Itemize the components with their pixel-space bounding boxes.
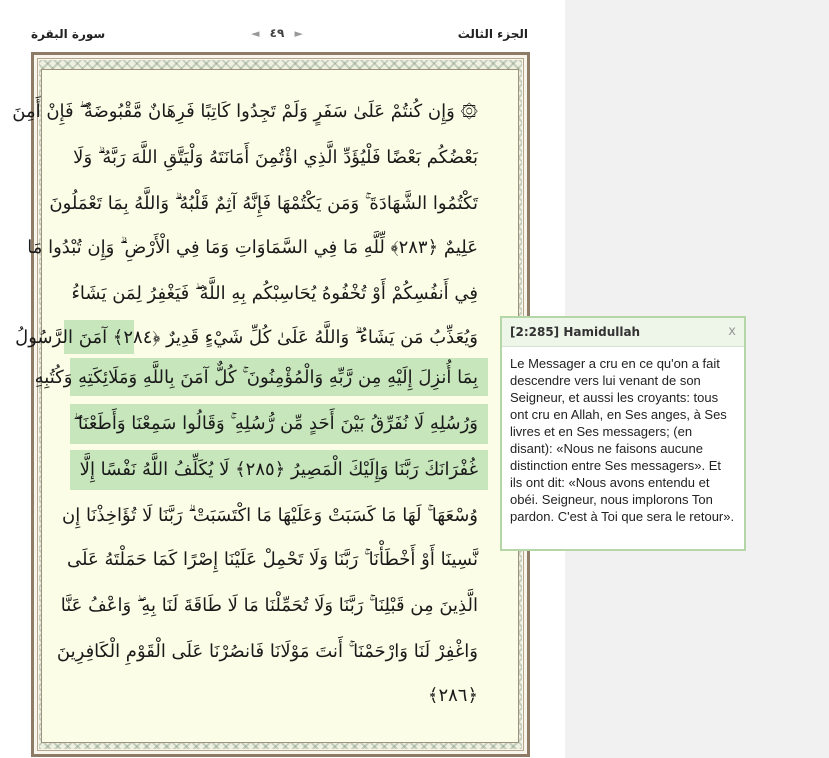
quran-text-area <box>12 69 519 743</box>
translation-text: Le Messager a cru en ce qu'on a fait descendre vers lui venant de son Seigneur, et aussi les croyants: tous ont cru en Allah, en Ses anges, à Ses livres et en Ses messagers; (en disant): «Nous ne faisons aucune distinction entre Ses messagers». Et ils ont dit: «Nous avons entendu et obéi. Seigneur, nous implorons Ton pardon. C'est à Toi que sera le retour». <box>510 356 735 524</box>
quran-line-4[interactable]: عَلِيمٌ ﴿٢٨٣﴾ لِّلَّهِ مَا فِي السَّمَاوَاتِ وَمَا فِي الْأَرْضِ ۗ وَإِن تُبْدُوا مَا <box>27 237 478 258</box>
quran-line-9[interactable]: غُفْرَانَكَ رَبَّنَا وَإِلَيْكَ الْمَصِيرُ ﴿٢٨٥﴾ لَا يُكَلِّفُ اللَّهُ نَفْسًا إِلَّا <box>79 459 478 480</box>
quran-line-14[interactable]: ﴿٢٨٦﴾ <box>427 685 478 706</box>
previous-page-button[interactable]: ◄ <box>251 27 260 40</box>
surah-name: سورة البقرة <box>31 27 106 41</box>
quran-line-11[interactable]: نَّسِينَا أَوْ أَخْطَأْنَا ۚ رَبَّنَا وَلَا تَحْمِلْ عَلَيْنَا إِصْرًا كَمَا حَمَلْتَهُ عَلَى <box>67 549 478 570</box>
next-page-button[interactable]: ► <box>294 27 303 40</box>
close-icon[interactable]: x <box>728 324 736 339</box>
quran-line-12[interactable]: الَّذِينَ مِن قَبْلِنَا ۚ رَبَّنَا وَلَا تُحَمِّلْنَا مَا لَا طَاقَةَ لَنَا بِهِ ۖ وَاعْفُ عَنَّا <box>60 595 478 616</box>
quran-line-10[interactable]: وُسْعَهَا ۚ لَهَا مَا كَسَبَتْ وَعَلَيْهَا مَا اكْتَسَبَتْ ۗ رَبَّنَا لَا تُؤَاخِذْنَا إِن <box>62 505 478 526</box>
translation-popup <box>500 316 746 551</box>
quran-line-2[interactable]: بَعْضُكُم بَعْضًا فَلْيُؤَدِّ الَّذِي اؤْتُمِنَ أَمَانَتَهُ وَلْيَتَّقِ اللَّهَ رَبَّهُ ۗ وَلَا <box>73 147 478 168</box>
popup-header <box>502 318 744 347</box>
quran-line-5[interactable]: فِي أَنفُسِكُمْ أَوْ تُخْفُوهُ يُحَاسِبْكُم بِهِ اللَّهُ ۖ فَيَغْفِرُ لِمَن يَشَاءُ <box>71 283 478 304</box>
quran-line-13[interactable]: وَاغْفِرْ لَنَا وَارْحَمْنَا ۚ أَنتَ مَوْلَانَا فَانصُرْنَا عَلَى الْقَوْمِ الْكَافِرِينَ <box>56 641 478 662</box>
page-number: ٤٩ <box>269 26 285 40</box>
page-navigation <box>251 26 303 40</box>
quran-line-1[interactable]: ۞ وَإِن كُنتُمْ عَلَىٰ سَفَرٍ وَلَمْ تَجِدُوا كَاتِبًا فَرِهَانٌ مَّقْبُوضَةٌ ۖ فَإِنْ أَمِنَ <box>12 101 478 122</box>
quran-line-6[interactable]: وَيُعَذِّبُ مَن يَشَاءُ ۗ وَاللَّهُ عَلَىٰ كُلِّ شَيْءٍ قَدِيرٌ ﴿٢٨٤﴾ آمَنَ الرَّسُولُ <box>15 327 478 348</box>
page-header <box>31 22 528 46</box>
juz-name: الجزء الثالث <box>457 27 528 41</box>
popup-title: [2:285] Hamidullah <box>510 325 641 339</box>
quran-line-8[interactable]: وَرُسُلِهِ لَا نُفَرِّقُ بَيْنَ أَحَدٍ مِّن رُّسُلِهِ ۚ وَقَالُوا سَمِعْنَا وَأَطَعْنَا ۖ <box>73 413 478 434</box>
quran-line-3[interactable]: تَكْتُمُوا الشَّهَادَةَ ۚ وَمَن يَكْتُمْهَا فَإِنَّهُ آثِمٌ قَلْبُهُ ۗ وَاللَّهُ بِمَا تَعْمَلُونَ <box>49 193 478 214</box>
quran-line-7[interactable]: بِمَا أُنزِلَ إِلَيْهِ مِن رَّبِّهِ وَالْمُؤْمِنُونَ ۚ كُلٌّ آمَنَ بِاللَّهِ وَمَلَائِكَتِهِ وَكُتُبِهِ <box>34 367 478 388</box>
